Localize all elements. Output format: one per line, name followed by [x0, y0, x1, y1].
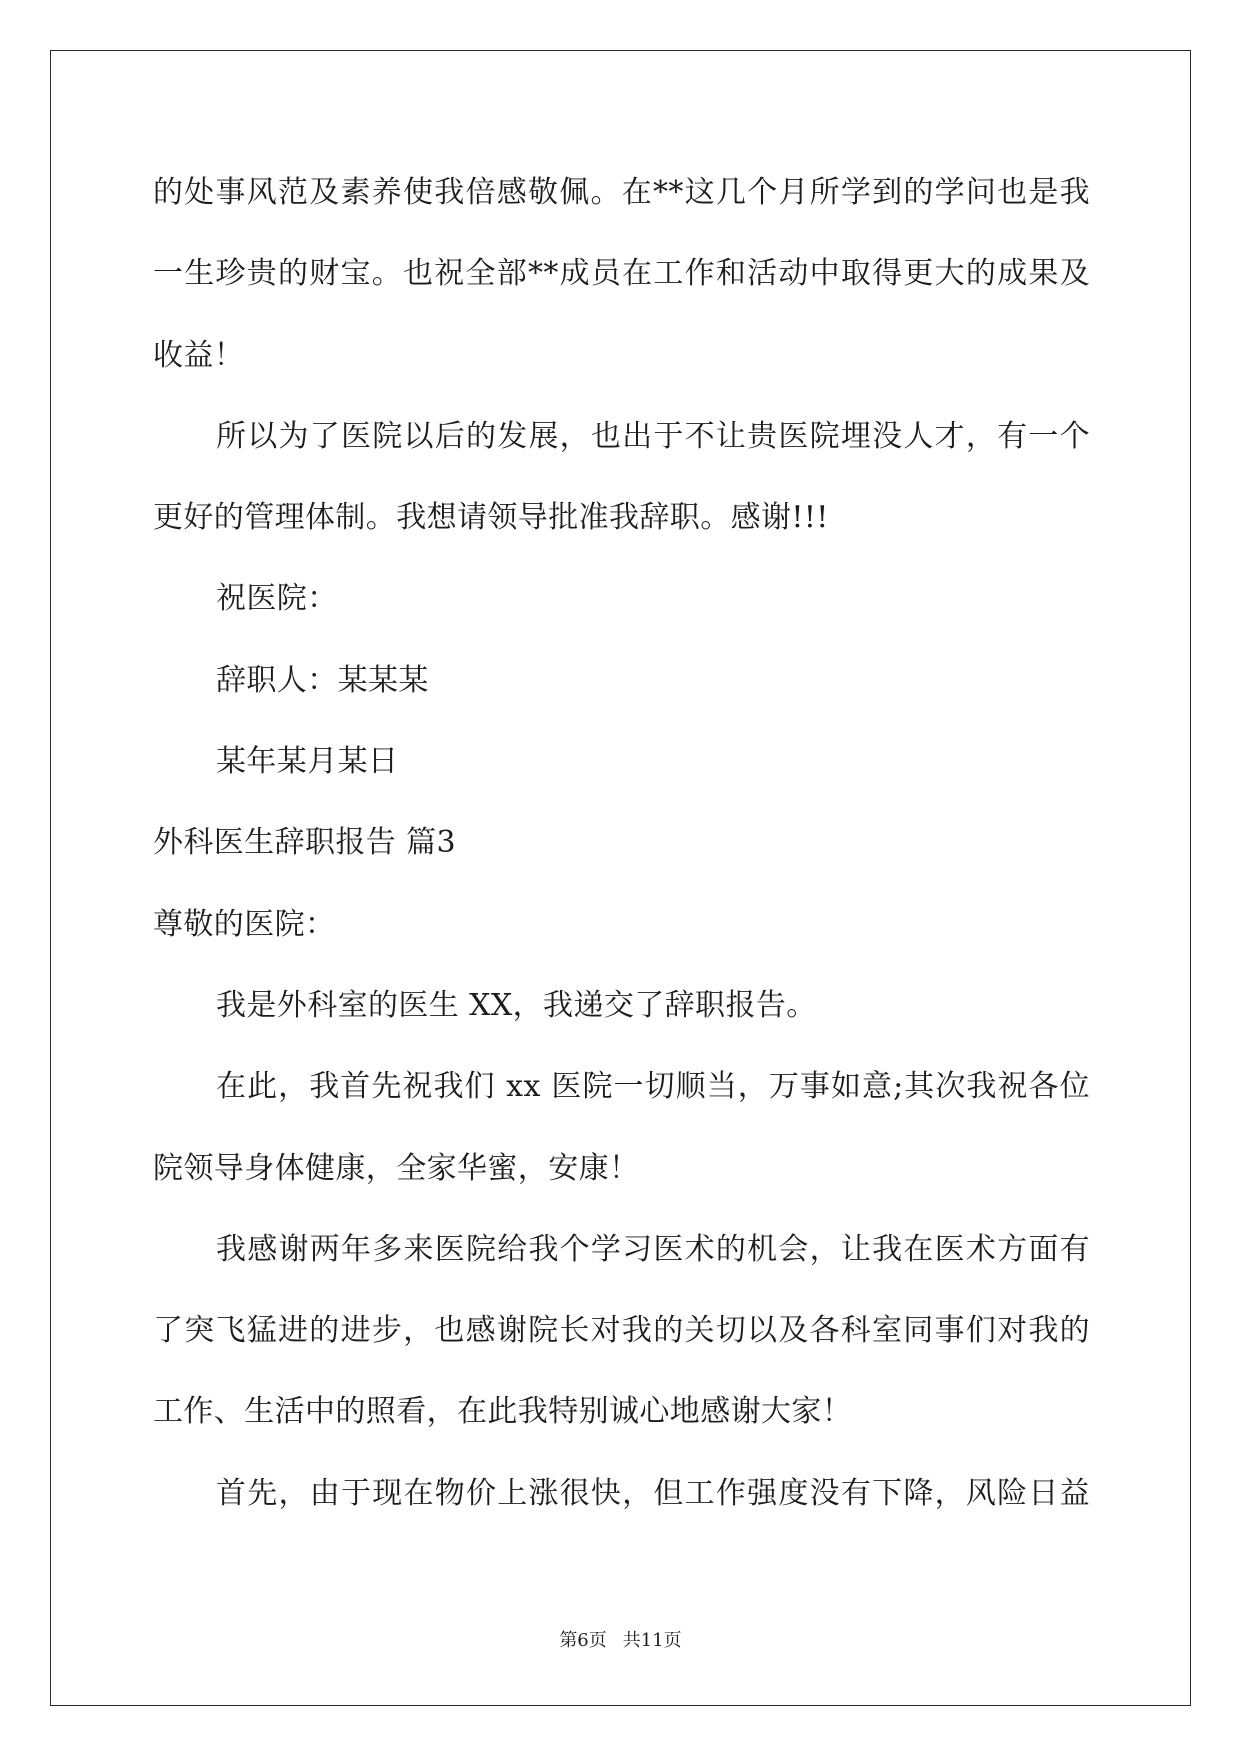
paragraph-line: 更好的管理体制。我想请领导批准我辞职。感谢!!!: [153, 500, 829, 536]
paragraph-line: 一生珍贵的财宝。也祝全部**成员在工作和活动中取得更大的成果及: [153, 256, 1090, 292]
paragraph-line: 在此，我首先祝我们 xx 医院一切顺当，万事如意;其次我祝各位: [216, 1069, 1090, 1105]
paragraph-line: 工作、生活中的照看，在此我特别诚心地感谢大家！: [153, 1394, 853, 1430]
paragraph-line: 所以为了医院以后的发展，也出于不让贵医院埋没人才，有一个: [216, 418, 1090, 454]
paragraph-line: 我感谢两年多来医院给我个学习医术的机会，让我在医术方面有: [216, 1231, 1090, 1267]
page-footer: [50, 1628, 1191, 1654]
signature-name: 辞职人：某某某: [216, 662, 429, 698]
document-body: [153, 152, 1090, 1534]
closing-wish: 祝医院：: [216, 581, 338, 617]
signature-date: 某年某月某日: [216, 744, 399, 780]
paragraph-line: 首先，由于现在物价上涨很快，但工作强度没有下降，风险日益: [216, 1475, 1090, 1511]
current-page-number: 第6页: [559, 1630, 607, 1651]
paragraph-line: 的处事风范及素养使我倍感敬佩。在**这几个月所学到的学问也是我: [153, 175, 1090, 210]
paragraph-line: 院领导身体健康，全家华蜜，安康！: [153, 1150, 640, 1186]
section-heading: 外科医生辞职报告 篇3: [153, 825, 457, 861]
salutation: 尊敬的医院：: [153, 906, 336, 942]
paragraph-line: 了突飞猛进的进步，也感谢院长对我的关切以及各科室同事们对我的: [153, 1313, 1090, 1349]
paragraph-line: 我是外科室的医生 XX，我递交了辞职报告。: [216, 987, 817, 1023]
total-page-count: 共11页: [622, 1630, 682, 1651]
paragraph-line: 收益！: [153, 337, 245, 373]
